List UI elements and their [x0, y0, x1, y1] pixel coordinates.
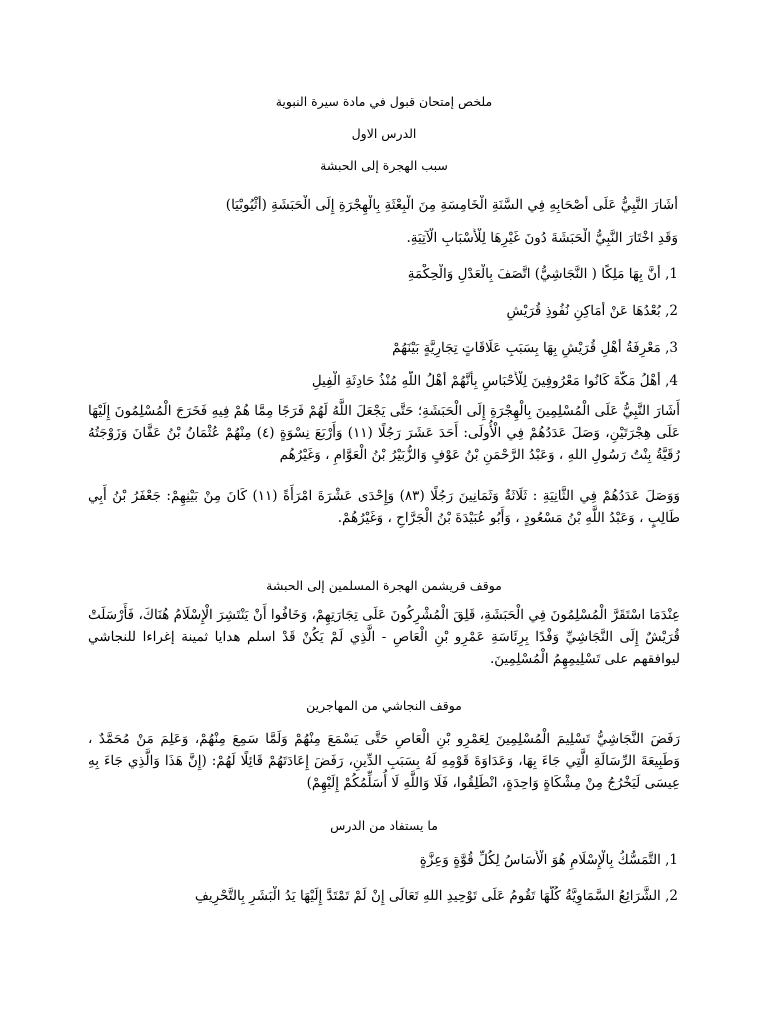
paragraph-line: وَقَدِ اخْتَارَ النَّبِيُّ الْحَبَشَةَ دُونَ غَيْرِهَا لِلْأَسْبَابِ الْآتِيَةِ. — [406, 230, 678, 246]
paragraph-first-migration: أَشَارَ النَّبِيُّ عَلَى الْمُسْلِمِينَ بِالْهِجْرَةِ إِلَى الْحَبَشَةِ؛ حَتَّى يَجْعَلَ اللَّهُ لَهُمْ فَرَجًا مِمَّا هُمْ فِيهِ فَخَرَجَ الْمُسْلِمُونَ إِلَيْهَا عَلَى هِجْرَتَيْنِ، وَصَلَ عَدَدُهُمْ فِي الْأُولَى: أَحَدَ عَشَرَ رَجُلًا (١١) وَأَرْبَعَ نِسْوَةٍ (٤) مِنْهُمْ عُثْمَانُ بْنُ عَفَّانَ وَزَوْجَتُهُ رُقَيَّةُ بِنْتُ رَسُولِ اللهِ ، وَعَبْدُ الرَّحْمَنِ بْنُ عَوْفٍ وَالزُّبَيْرُ بْنُ الْعَوَّامِ ، وَغَيْرُهُم — [88, 403, 680, 463]
section-heading-najashi: موقف النجاشي من المهاجرين — [306, 698, 462, 713]
lesson-item-1: 1, التَّمَسُّكُ بِالْإِسْلَامِ هُوَ الْأَسَاسُ لِكُلِّ قُوَّةٍ وَعِزَّةٍ — [419, 852, 678, 868]
section-heading-quraysh: موقف قريشمن الهجرة المسلمين إلى الحبشة — [266, 578, 502, 593]
paragraph-line: أَشَارَ النَّبِيُّ عَلَى أَصْحَابِهِ فِي السَّنَةِ الْخَامِسَةِ مِنَ الْبِعْثَةِ بِالْهِجْرَةِ إِلَى الْحَبَشَةِ (أَثْيُوبْيَا) — [225, 197, 678, 213]
paragraph-second-migration: وَوَصَلَ عَدَدُهُمْ فِي الثَّانِيَةِ : ثَلَاثَةٌ وَثَمَانِينَ رَجُلًا (٨٣) وَإِحْدَى عَشْرَةَ امْرَأَةً (١١) كَانَ مِنْ بَيْنِهِمْ: جَعْفَرُ بْنُ أَبِي طَالِبٍ ، وَعَبْدُ اللَّهِ بْنُ مَسْعُودٍ ، وَأَبُو عُبَيْدَةَ بْنُ الْجَرَّاحِ ، وَغَيْرُهُمْ. — [88, 488, 681, 526]
lesson-heading: الدرس الاول — [351, 126, 417, 141]
section-heading-lessons: ما يستفاد من الدرس — [330, 818, 438, 833]
reason-item-3: 3, مَعْرِفَةُ أَهْلِ قُرَيْشٍ بِهَا بِسَبَبِ عَلَاقَاتٍ تِجَارِيَّةٍ بَيْنَهُمْ — [392, 340, 678, 356]
reason-item-1: 1, أَنَّ بِهَا مَلِكًا ( النَّجَاشِيُّ) اتَّصَفَ بِالْعَدْلِ وَالْحِكْمَةِ — [407, 266, 678, 282]
lesson-item-2: 2, الشَّرَائِعُ السَّمَاوِيَّةُ كُلُّهَا تَقُومُ عَلَى تَوْحِيدِ اللهِ تَعَالَى إِنْ لَمْ تَمْتَدَّ إِلَيْهَا يَدُ الْبَشَرِ بِالتَّحْرِيفِ — [194, 888, 678, 904]
paragraph-najashi-position: رَفَضَ النَّجَاشِيُّ تَسْلِيمَ الْمُسْلِمِينَ لِعَمْرِو بْنِ الْعَاصِ حَتَّى يَسْمَعَ مِنْهُمْ وَلَمَّا سَمِعَ مِنْهُمْ، وَعَلِمَ مَنْ مُحَمَّدٌ ، وَطَبِيعَةَ الرِّسَالَةِ الَّتِي جَاءَ بِهَا، وَعَدَاوَةَ قَوْمِهِ لَهُ بِسَبَبِ الدِّينِ، رَفَضَ إِعَادَتَهُمْ قَائِلًا لَهُمْ: (إِنَّ هَذَا وَالَّذِي جَاءَ بِهِ عِيسَى لَيَخْرُجُ مِنْ مِشْكَاةٍ وَاحِدَةٍ، انْطَلِقُوا، فَلَا وَاللَّهِ لَا أُسَلِّمُكُمْ إِلَيْهِمْ) — [88, 731, 680, 791]
reason-item-4: 4, أَهْلُ مَكَّةَ كَانُوا مَعْرُوفِينَ لِلْأَحْبَاسِ بِأَنَّهُمْ أَهْلُ اللَّهِ مُنْذُ حَادِثَةِ الْفِيلِ — [311, 373, 678, 389]
paragraph-quraysh-position: عِنْدَمَا اسْتَقَرَّ الْمُسْلِمُونَ فِي الْحَبَشَةِ، قَلِقَ الْمُشْرِكُونَ عَلَى تِجَارَتِهِمْ، وَخَافُوا أَنْ يَنْتَشِرَ الْإِسْلَامُ هُنَاكَ، فَأَرْسَلَتْ قُرَيْشٌ إِلَى النَّجَاشِيِّ وَفْدًا بِرِئَاسَةِ عَمْرِو بْنِ الْعَاصِ - الَّذِي لَمْ يَكُنْ قَدْ اسلم هدايا ثمينة إغراءا للنجاشي ليوافقهم على تَسْلِيمِهِمُ الْمُسْلِمِينَ. — [88, 607, 680, 667]
reason-item-2: 2, بُعْدُهَا عَنْ أَمَاكِنِ نُفُوذِ قُرَيْشٍ — [506, 303, 678, 319]
section-heading-migration-reason: سبب الهجرة إلى الحبشة — [320, 158, 448, 173]
document-title: ملخص إمتحان قبول في مادة سيرة النبوية — [275, 94, 493, 109]
